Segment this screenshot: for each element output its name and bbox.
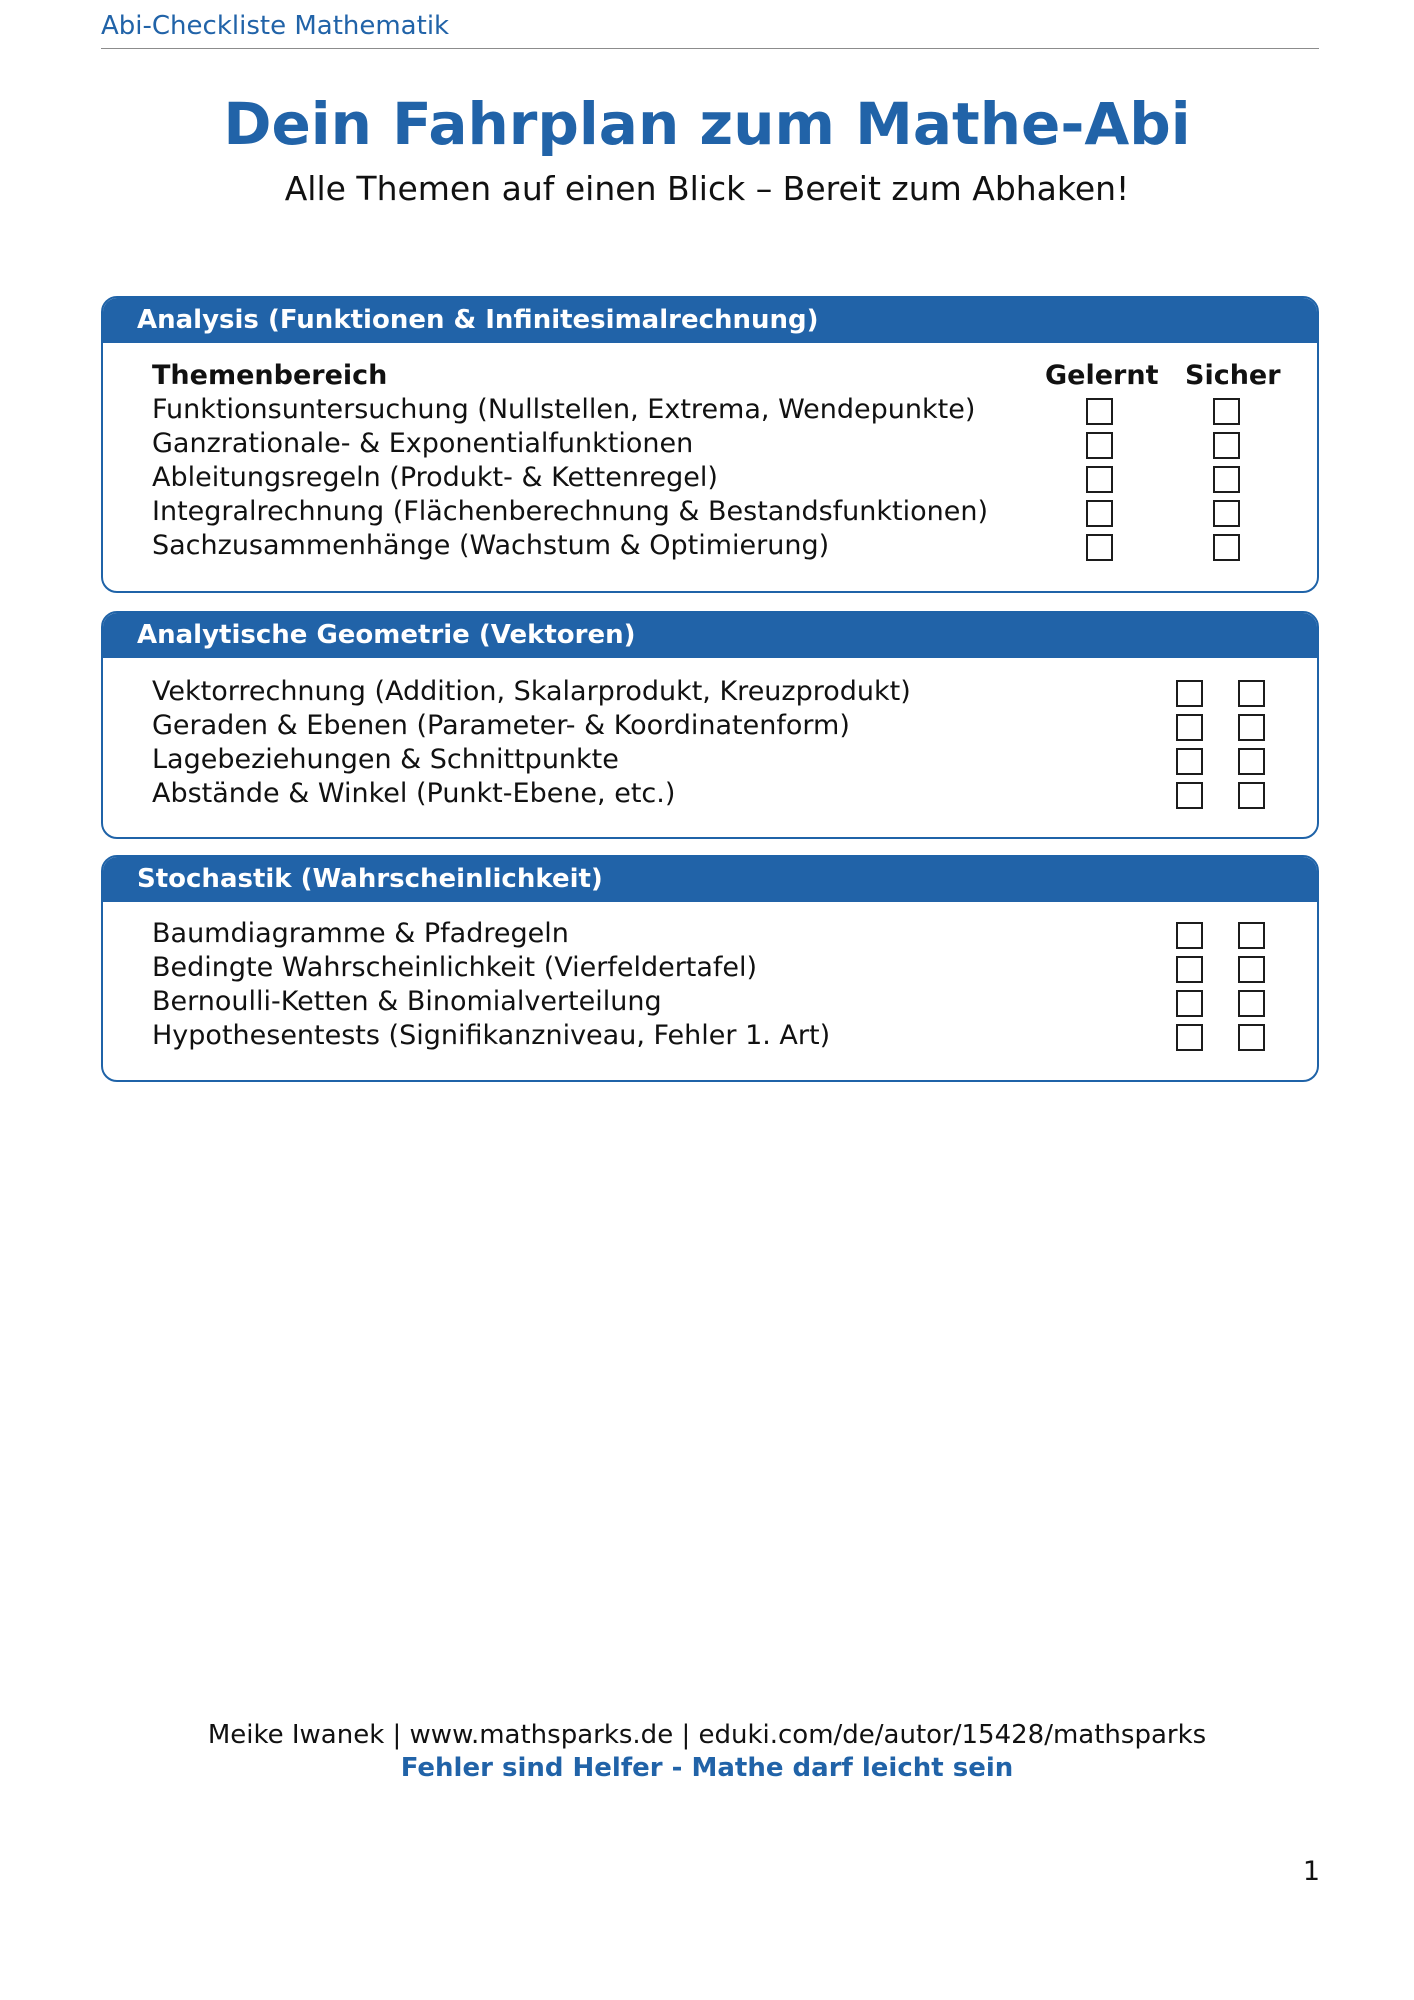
learned-checkbox[interactable]	[1086, 534, 1113, 561]
checklist-row	[103, 675, 1317, 709]
column-header-sure: Sicher	[1185, 360, 1281, 391]
learned-checkbox[interactable]	[1086, 466, 1113, 493]
footer-credits: Meike Iwanek | www.mathsparks.de | eduki.com/de/autor/15428/mathsparks	[207, 1720, 1207, 1750]
topic-label: Hypothesentests (Signifikanzniveau, Fehler 1. Art)	[152, 1020, 831, 1051]
sure-checkbox[interactable]	[1238, 1024, 1265, 1051]
checklist-row	[103, 529, 1317, 563]
checklist-row	[103, 427, 1317, 461]
section-heading: Stochastik (Wahrscheinlichkeit)	[103, 857, 1317, 902]
checklist-row	[103, 777, 1317, 811]
checklist-row	[103, 461, 1317, 495]
learned-checkbox[interactable]	[1176, 748, 1203, 775]
checklist-row	[103, 709, 1317, 743]
checklist-row	[103, 985, 1317, 1019]
topic-label: Integralrechnung (Flächenberechnung & Bestandsfunktionen)	[152, 496, 988, 527]
sure-checkbox[interactable]	[1213, 534, 1240, 561]
sure-checkbox[interactable]	[1238, 782, 1265, 809]
sure-checkbox[interactable]	[1213, 432, 1240, 459]
checklist-row	[103, 1019, 1317, 1053]
sure-checkbox[interactable]	[1238, 714, 1265, 741]
sure-checkbox[interactable]	[1213, 466, 1240, 493]
column-header-topic: Themenbereich	[152, 360, 388, 391]
topic-label: Baumdiagramme & Pfadregeln	[152, 918, 569, 949]
section-stochastics	[101, 855, 1319, 1082]
topic-label: Funktionsuntersuchung (Nullstellen, Extrema, Wendepunkte)	[152, 394, 976, 425]
page-title: Dein Fahrplan zum Mathe-Abi	[223, 90, 1191, 158]
checklist-row	[103, 951, 1317, 985]
sure-checkbox[interactable]	[1213, 398, 1240, 425]
checklist-row	[103, 393, 1317, 427]
topic-label: Ganzrationale- & Exponentialfunktionen	[152, 428, 694, 459]
topic-label: Bedingte Wahrscheinlichkeit (Vierfeldertafel)	[152, 952, 758, 983]
section-analysis	[101, 296, 1319, 593]
learned-checkbox[interactable]	[1176, 990, 1203, 1017]
topic-label: Ableitungsregeln (Produkt- & Kettenregel)	[152, 462, 718, 493]
sure-checkbox[interactable]	[1238, 748, 1265, 775]
topic-label: Sachzusammenhänge (Wachstum & Optimierung)	[152, 530, 830, 561]
checklist-row	[103, 743, 1317, 777]
checklist-row	[103, 495, 1317, 529]
page-subtitle: Alle Themen auf einen Blick – Bereit zum Abhaken!	[284, 169, 1130, 208]
section-analytic-geometry	[101, 611, 1319, 839]
learned-checkbox[interactable]	[1086, 432, 1113, 459]
page-number: 1	[1302, 1856, 1320, 1887]
sure-checkbox[interactable]	[1213, 500, 1240, 527]
learned-checkbox[interactable]	[1176, 680, 1203, 707]
learned-checkbox[interactable]	[1176, 922, 1203, 949]
footer-slogan: Fehler sind Helfer - Mathe darf leicht sein	[400, 1753, 1014, 1783]
learned-checkbox[interactable]	[1176, 956, 1203, 983]
learned-checkbox[interactable]	[1086, 398, 1113, 425]
learned-checkbox[interactable]	[1176, 782, 1203, 809]
topic-label: Vektorrechnung (Addition, Skalarprodukt, Kreuzprodukt)	[152, 676, 911, 707]
checklist-row	[103, 917, 1317, 951]
learned-checkbox[interactable]	[1176, 1024, 1203, 1051]
sure-checkbox[interactable]	[1238, 956, 1265, 983]
learned-checkbox[interactable]	[1086, 500, 1113, 527]
section-heading: Analysis (Funktionen & Infinitesimalrechnung)	[103, 298, 1317, 343]
sure-checkbox[interactable]	[1238, 990, 1265, 1017]
learned-checkbox[interactable]	[1176, 714, 1203, 741]
topic-label: Geraden & Ebenen (Parameter- & Koordinatenform)	[152, 710, 850, 741]
topic-label: Bernoulli-Ketten & Binomialverteilung	[152, 986, 662, 1017]
running-header: Abi-Checkliste Mathematik	[101, 10, 1319, 49]
topic-label: Abstände & Winkel (Punkt-Ebene, etc.)	[152, 778, 676, 809]
sure-checkbox[interactable]	[1238, 680, 1265, 707]
section-heading: Analytische Geometrie (Vektoren)	[103, 613, 1317, 658]
column-header-learned: Gelernt	[1045, 360, 1159, 391]
sure-checkbox[interactable]	[1238, 922, 1265, 949]
topic-label: Lagebeziehungen & Schnittpunkte	[152, 744, 619, 775]
